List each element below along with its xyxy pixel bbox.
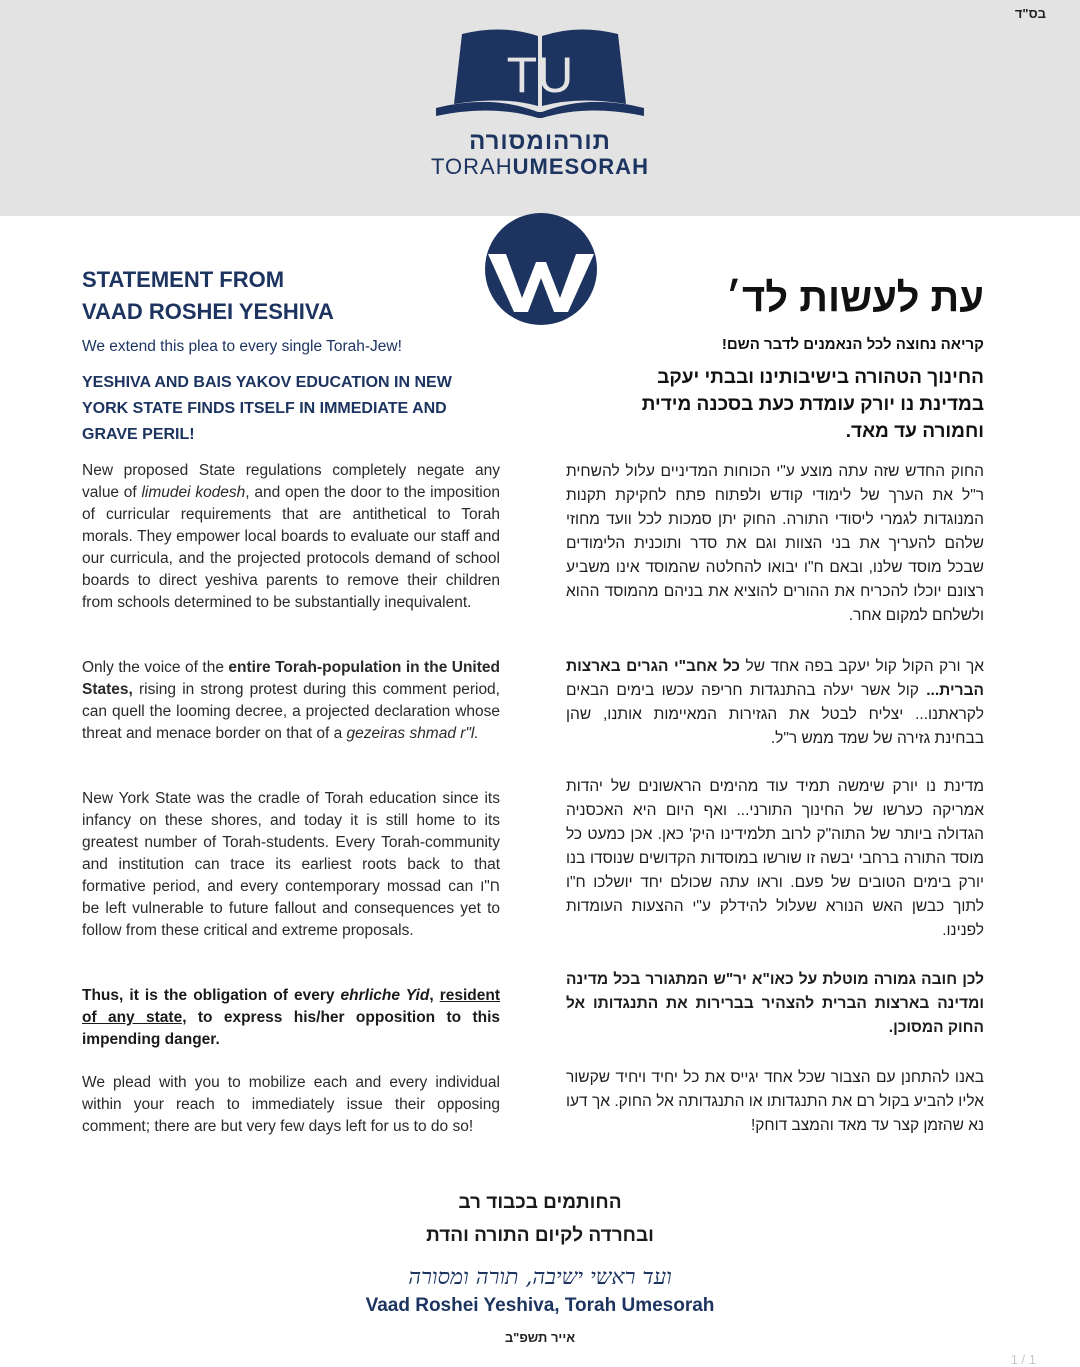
signature-date: אייר תשפ"ב [504,1330,576,1345]
english-paragraph-2: Only the voice of the entire Torah-population in the United States, rising in strong protest during this comment period, can quell the looming decree, a projected declaration whose threat and menace border on that of a gezeiras shmad r"l. [82,659,500,742]
header-band [0,0,1080,216]
signature-script-hebrew: ועד ראשי ישיבה, תורה ומסורה [408,1265,672,1290]
signature-line2: ובחרדה לקיום התורה והדת [426,1225,654,1246]
english-alert-heading: YESHIVA AND BAIS YAKOV EDUCATION IN NEW YORK STATE FINDS ITSELF IN IMMEDIATE AND GRAVE PERIL! [82,374,452,443]
english-subtitle: We extend this plea to every single Torah-Jew! [82,338,402,355]
english-title-line2: VAAD ROSHEI YESHIVA [82,299,334,324]
torah-umesorah-book-logo [432,26,648,118]
english-paragraph-4: Thus, it is the obligation of every ehrliche Yid, resident of any state, to express his/her opposition to this impending danger. [82,987,500,1048]
logo-letters: TU [506,47,574,103]
hebrew-paragraph-5: באנו להתחנן עם הצבור שכל אחד יגייס את כל יחיד ויחיד שקשור אליו להביע בקול רם את התנגדותו או התנגדותה אל החוק. אך דעו נא שהזמן קצר עד מאד והמצב דוחק! [566,1069,984,1134]
logo-hebrew-text: תורהומסורה [469,128,611,155]
hebrew-title: עת לעשות לד׳ [725,276,984,320]
hebrew-alert-heading: החינוך הטהורה בישיבותינו ובבתי יעקב במדינת נו יורק עומדת כעת בסכנה מידית וחמורה עד מאד. [641,367,984,442]
hebrew-paragraph-2: אך ורק הקול קול יעקב בפה אחד של כל אחב"י הגרים בארצות הברית... קול אשר יעלה בהתנגדות חריפה עכשו בימים הבאים לקראתנו... יצליח לבטל את הגזירות המאיימות אותנו, שהן בבחינת גזירה של שמד ממש ר"ל. [566,658,985,747]
english-title [82,264,502,328]
logo-english-text [0,154,1080,180]
english-title-line1: STATEMENT FROM [82,267,285,292]
english-paragraph-1: New proposed State regulations completely negate any value of limudei kodesh, and open the door to the imposition of curricular requirements that are antithetical to Torah morals. They empower local boards to evaluate our staff and our curricula, and the projected protocols demand of school boards to direct yeshiva parents to remove their children from schools determined to be substantially inequivalent. [82,462,500,611]
hebrew-paragraph-4: לכן חובה גמורה מוטלת על כאו"א יר"ש המתגורר בכל מדינה ומדינה בארצות הברית להצהיר בברירות את התנגדותו אל החוק המסוכן. [566,971,984,1036]
bsd-mark: בס"ד [1014,6,1046,21]
english-paragraph-3: New York State was the cradle of Torah education since its infancy on these shores, and today it is still home to its greatest number of Torah-students. Every Torah-community and institution can trace its earliest roots back to that formative period, and every contemporary mossad can ח"ו be left vulnerable to future fallout and consequences yet to follow from these critical and extreme proposals. [82,790,500,939]
signature-line1: החותמים בכבוד רב [458,1192,622,1213]
hebrew-paragraph-3: מדינת נו יורק שימשה תמיד עוד מהימים הראשונים של יהדות אמריקה כערשו של החינוך התורני... ואף היום היא האכסניה הגדולה ביותר של התוה"ק לרוב תלמידינו היק' כאן. אכן כמעט כל מוסד התורה ברחבי יבשה זו שורשו במוסדות הקדושים שנוסדו בנו יורק בימים הטובים של פעם. וראו עתה שכולם יחד יושלכו ח"ו לתוך כבשן האש הנורא שעלול להידלק ע"י ההצעות העומדות לפנינו. [566,778,984,939]
signature-closing [0,1186,1080,1252]
page-number: 1 / 1 [1010,1352,1036,1367]
logo-english-bold: UMESORAH [512,154,649,179]
hebrew-subtitle: קריאה נחוצה לכל הנאמנים לדבר השם! [721,336,984,353]
signature-english: Vaad Roshei Yeshiva, Torah Umesorah [365,1295,715,1316]
english-paragraph-5: We plead with you to mobilize each and every individual within your reach to immediately issue their opposing comment; there are but very few days left for us to do so! [82,1074,500,1135]
hebrew-paragraph-1: החוק החדש שזה עתה מוצע ע"י הכוחות המדיניים עלול להשחית ר"ל את הערך של לימודי קודש ולפתוח פתח לחקיקת תקנות המנוגדות לגמרי ליסודי התורה. החוק יתן סמכות לכל וועד מחוזי שלהם להעריך את בני הצוות וגם את סדר ותוכנית הלימודים שבכל מוסד שלנו, ובאם ח"ו יבואו להחלטה שהמוסד אינו משביע רצונם יוכלו להכריח את ההורים להוציא את בניהם מהמוסד ההוא ולשלחם למקום אחר. [566,463,984,624]
logo-english-light: TORAH [431,154,513,179]
